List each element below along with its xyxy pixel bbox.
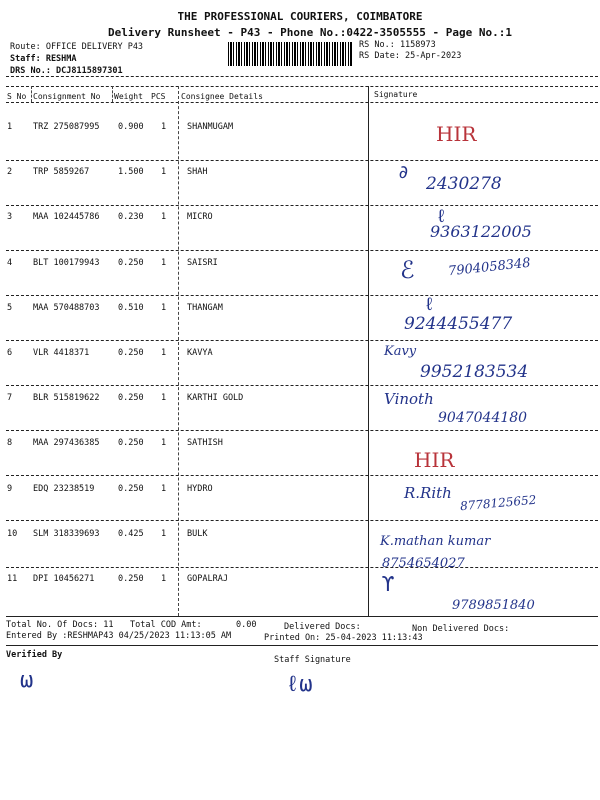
- total-cod-label: Total COD Amt:: [130, 620, 202, 630]
- row-divider: [6, 205, 598, 206]
- row-consignee: GOPALRAJ: [187, 574, 228, 584]
- row-pcs: 1: [161, 212, 167, 222]
- row-consignee: BULK: [187, 529, 208, 539]
- header-bottom-line: [6, 102, 598, 103]
- row-pcs: 1: [161, 484, 167, 494]
- row-consignment: MAA 570488703: [33, 303, 100, 313]
- row-weight: 0.250: [118, 348, 144, 358]
- row-pcs: 1: [161, 122, 167, 132]
- row-sno: 2: [7, 167, 13, 177]
- row-divider: [6, 430, 598, 431]
- scribble-mark: ℰ: [400, 256, 415, 284]
- row-pcs: 1: [161, 348, 167, 358]
- entered-by: Entered By :RESHMAP43 04/25/2023 11:13:05 AM: [6, 631, 232, 641]
- row-signature-phone: 9047044180: [438, 410, 528, 426]
- header-top-line: [6, 86, 598, 87]
- row-consignee: SAISRI: [187, 258, 218, 268]
- row-consignee: SHANMUGAM: [187, 122, 234, 132]
- column-separator: [31, 86, 32, 102]
- row-consignment: DPI 10456271: [33, 574, 95, 584]
- row-consignment: MAA 102445786: [33, 212, 100, 222]
- row-divider: [6, 295, 598, 296]
- row-weight: 0.425: [118, 529, 144, 539]
- footer-bottom-line: [6, 645, 598, 646]
- row-weight: 0.250: [118, 258, 144, 268]
- row-consignment: TRZ 275087995: [33, 122, 100, 132]
- header-consignee: Consignee Details: [181, 92, 263, 101]
- row-signature: R.Rith: [404, 484, 452, 502]
- row-signature-phone: 2430278: [426, 174, 502, 194]
- row-consignment: BLR 515819622: [33, 393, 100, 403]
- row-signature-phone: 8754654027: [382, 556, 465, 571]
- row-weight: 0.250: [118, 438, 144, 448]
- row-sno: 3: [7, 212, 13, 222]
- row-consignment: MAA 297436385: [33, 438, 100, 448]
- row-weight: 0.900: [118, 122, 144, 132]
- row-sno: 9: [7, 484, 13, 494]
- row-consignee: HYDRO: [187, 484, 213, 494]
- row-weight: 1.500: [118, 167, 144, 177]
- row-weight: 0.510: [118, 303, 144, 313]
- row-pcs: 1: [161, 529, 167, 539]
- row-sno: 6: [7, 348, 13, 358]
- row-consignee: MICRO: [187, 212, 213, 222]
- drs-number: DRS No.: DCJ8115897301: [10, 66, 123, 76]
- printed-on: Printed On: 25-04-2023 11:13:43: [264, 633, 423, 643]
- delivered-docs: Delivered Docs:: [284, 622, 361, 632]
- rs-number: RS No.: 1158973: [359, 40, 436, 50]
- row-signature-phone: 9952183534: [420, 362, 529, 382]
- footer-divider: [6, 616, 598, 617]
- row-divider: [6, 160, 598, 161]
- row-pcs: 1: [161, 167, 167, 177]
- company-title: THE PROFESSIONAL COURIERS, COIMBATORE: [177, 10, 423, 23]
- total-docs: Total No. Of Docs: 11: [6, 620, 114, 630]
- row-signature-phone: 9244455477: [404, 314, 513, 334]
- row-weight: 0.230: [118, 212, 144, 222]
- row-weight: 0.250: [118, 574, 144, 584]
- row-weight: 0.250: [118, 484, 144, 494]
- row-consignee: THANGAM: [187, 303, 223, 313]
- header-signature: Signature: [374, 90, 418, 99]
- row-signature: Vinoth: [384, 390, 434, 408]
- row-sno: 5: [7, 303, 13, 313]
- row-consignee: SATHISH: [187, 438, 223, 448]
- scribble-mark: ϒ: [382, 572, 395, 596]
- row-signature: HIR: [414, 448, 455, 472]
- runsheet-subtitle: Delivery Runsheet - P43 - Phone No.:0422-3505555 - Page No.:1: [108, 26, 512, 39]
- row-sno: 7: [7, 393, 13, 403]
- scribble-mark: ℓ: [424, 294, 435, 315]
- row-signature-phone: 7904058348: [447, 255, 532, 280]
- row-consignee: SHAH: [187, 167, 208, 177]
- non-delivered-docs: Non Delivered Docs:: [412, 624, 510, 634]
- total-cod-value: 0.00: [236, 620, 257, 630]
- column-separator: [112, 86, 113, 102]
- row-consignment: SLM 318339693: [33, 529, 100, 539]
- row-pcs: 1: [161, 303, 167, 313]
- barcode-image: [228, 42, 353, 66]
- row-signature-phone: 9363122005: [430, 222, 532, 241]
- row-sno: 10: [7, 529, 18, 539]
- row-signature: K.mathan kumar: [380, 534, 491, 549]
- row-divider: [6, 475, 598, 476]
- header-consignment: Consignment No: [33, 92, 101, 101]
- row-pcs: 1: [161, 574, 167, 584]
- verifier-signature-mark: ω: [20, 668, 34, 693]
- row-divider: [6, 520, 598, 521]
- row-consignee: KARTHI GOLD: [187, 393, 244, 403]
- header-pcs: PCS: [151, 92, 166, 101]
- row-sno: 8: [7, 438, 13, 448]
- row-divider: [6, 567, 598, 568]
- row-divider: [6, 250, 598, 251]
- rs-date: RS Date: 25-Apr-2023: [359, 51, 462, 61]
- staff-label: Staff: RESHMA: [10, 54, 77, 64]
- row-sno: 1: [7, 122, 13, 132]
- scribble-mark: ∂: [398, 162, 409, 183]
- route-label: Route: OFFICE DELIVERY P43: [10, 42, 144, 52]
- consignee-column-divider: [178, 86, 179, 616]
- row-pcs: 1: [161, 393, 167, 403]
- row-divider: [6, 385, 598, 386]
- row-weight: 0.250: [118, 393, 144, 403]
- verified-by-label: Verified By: [6, 650, 63, 660]
- row-consignment: EDQ 23238519: [33, 484, 95, 494]
- header-sno: S No: [7, 92, 27, 101]
- row-signature-phone: 8778125652: [459, 492, 537, 514]
- staff-signature-label: Staff Signature: [274, 655, 351, 665]
- row-signature: HIR: [436, 122, 477, 146]
- signature-column-divider: [368, 86, 369, 616]
- row-consignment: TRP 5859267: [33, 167, 90, 177]
- staff-signature-mark: ℓω: [286, 672, 313, 697]
- scribble-mark: ℓ: [436, 206, 447, 227]
- row-consignee: KAVYA: [187, 348, 213, 358]
- row-consignment: VLR 4418371: [33, 348, 90, 358]
- row-consignment: BLT 100179943: [33, 258, 100, 268]
- row-sno: 4: [7, 258, 13, 268]
- row-signature: Kavy: [384, 344, 417, 359]
- row-divider: [6, 340, 598, 341]
- row-sno: 11: [7, 574, 18, 584]
- row-signature-phone: 9789851840: [452, 598, 535, 613]
- row-pcs: 1: [161, 438, 167, 448]
- header-weight: Weight: [114, 92, 143, 101]
- row-pcs: 1: [161, 258, 167, 268]
- top-divider: [6, 76, 598, 77]
